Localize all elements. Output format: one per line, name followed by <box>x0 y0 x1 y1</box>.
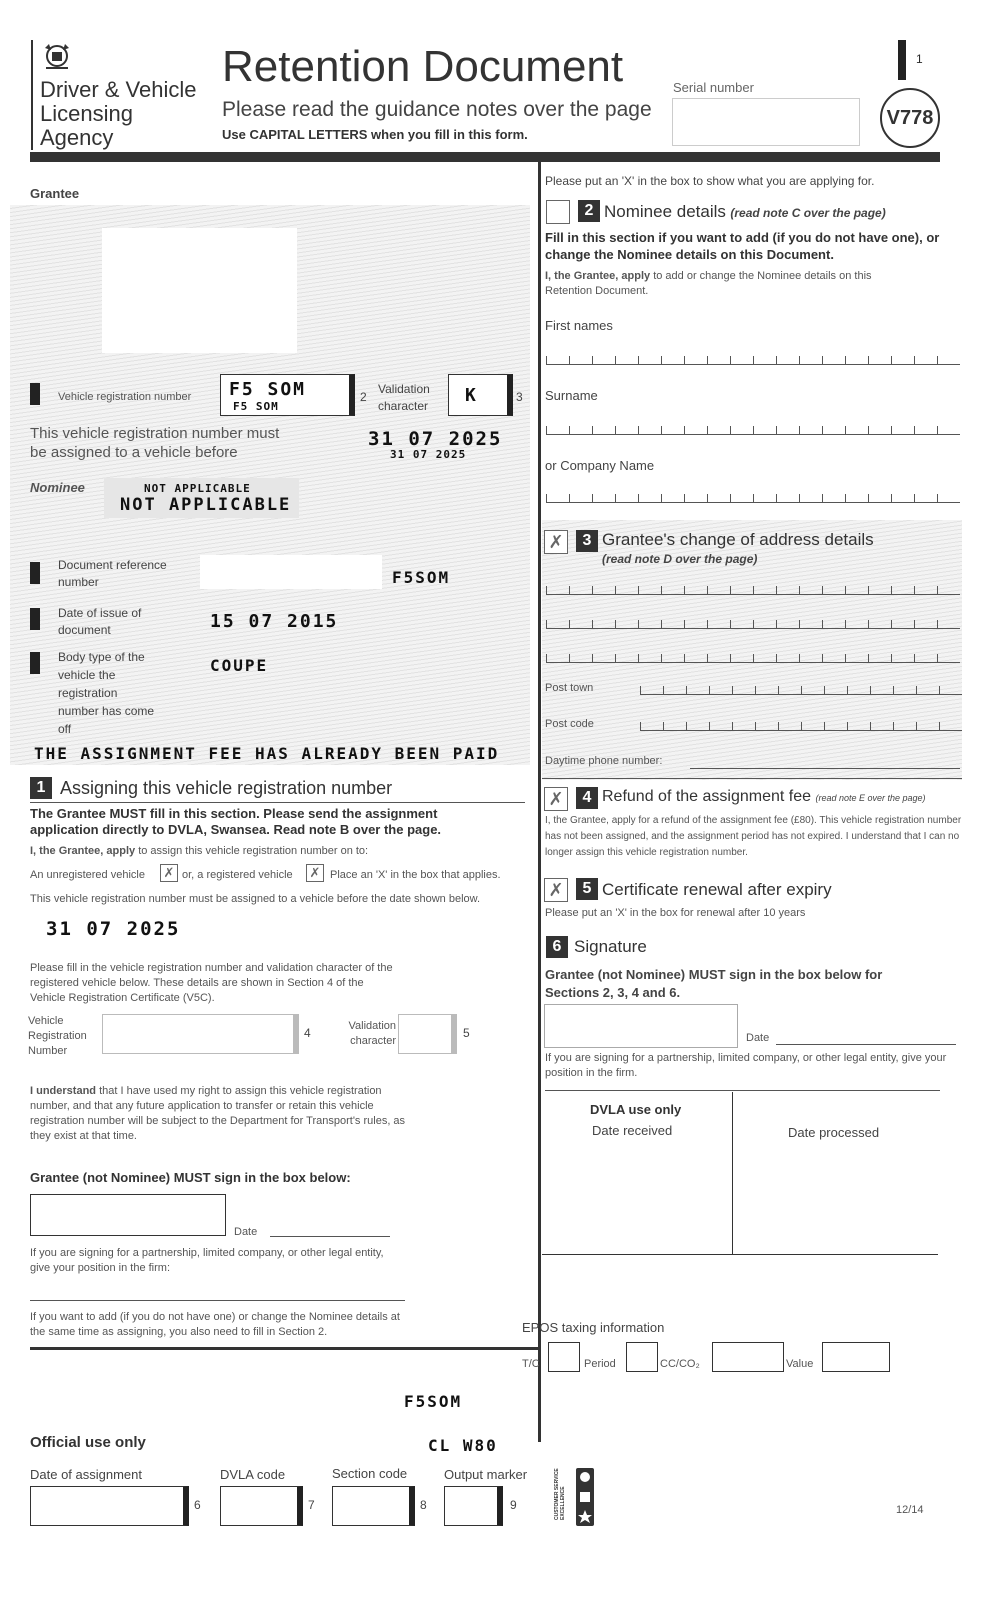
cc-co2-input[interactable] <box>712 1342 784 1372</box>
serial-label: Serial number <box>673 80 754 95</box>
box-number-2: 2 <box>360 390 367 404</box>
fee-paid-notice: THE ASSIGNMENT FEE HAS ALREADY BEEN PAID <box>34 744 500 763</box>
section-3-number: 3 <box>576 530 598 552</box>
tc-label: T/C <box>522 1358 540 1370</box>
vrn-value: F5 SOM <box>229 379 307 400</box>
company-name-input[interactable] <box>546 488 960 503</box>
section-5-desc: Please put an 'X' in the box for renewal after 10 years <box>545 907 806 919</box>
capital-letters-instruction: Use CAPITAL LETTERS when you fill in this form. <box>222 127 528 142</box>
header <box>0 0 996 170</box>
assign-before-text: This vehicle registration number must be assigned to a vehicle before <box>30 425 280 461</box>
section-2-note: (read note C over the page) <box>730 206 886 220</box>
date-of-assignment-input[interactable] <box>30 1486 189 1526</box>
registered-validation-label: Validation character <box>348 1020 396 1047</box>
post-town-input[interactable] <box>640 680 962 695</box>
section-6-desc: Grantee (not Nominee) MUST sign in the box below for Sections 2, 3, 4 and 6. <box>545 967 883 1000</box>
doc-ref-label: Document reference number <box>58 558 167 589</box>
doc-ref-value: F5SOM <box>392 568 451 587</box>
section-6-number: 6 <box>546 936 568 958</box>
agency-name <box>40 78 197 150</box>
agency-line-1: Driver & Vehicle <box>40 77 197 102</box>
subtitle: Please read the guidance notes over the page <box>222 98 652 121</box>
section-3-checkbox[interactable]: ✗ <box>544 530 568 554</box>
section-6-date-line[interactable] <box>776 1044 956 1045</box>
section-6-position-text: If you are signing for a partnership, limited company, or other legal entity, give your position in the firm. <box>545 1052 947 1079</box>
date-received-label: Date received <box>592 1123 673 1138</box>
registered-label: or, a registered vehicle <box>182 869 293 881</box>
value-label: Value <box>786 1358 814 1370</box>
understand-text <box>30 1084 410 1144</box>
section-2-apply-bold: I, the Grantee, apply <box>545 270 651 282</box>
post-code-label: Post code <box>545 718 594 730</box>
section-6-date-label: Date <box>746 1032 770 1044</box>
dvla-use-box <box>542 1092 938 1255</box>
section-4-title <box>602 788 926 806</box>
box-number-4: 4 <box>304 1026 311 1040</box>
company-name-label <box>545 458 654 473</box>
section-1-signature-box[interactable] <box>30 1194 226 1236</box>
fill-in-instruction: Please fill in the vehicle registration number and validation character of the registered vehicle below. These details are shown in Section 4 of the Vehicle Registration Certificate (V5C). <box>30 962 393 1004</box>
body-type-value: COUPE <box>210 656 269 675</box>
section-2-apply <box>545 269 915 299</box>
section-4-note: (read note E over the page) <box>815 793 926 803</box>
section-5-title: Certificate renewal after expiry <box>602 880 832 899</box>
value-input[interactable] <box>822 1342 890 1372</box>
assign-before-date: 31 07 2025 <box>368 428 503 450</box>
section-6-position-line[interactable] <box>545 1090 940 1091</box>
phone-label: Daytime phone number: <box>545 755 663 767</box>
section-1-date-label: Date <box>234 1226 258 1238</box>
registered-vrn-label: Vehicle Registration Number <box>28 1015 87 1057</box>
registered-checkbox[interactable]: ✗ <box>306 864 324 882</box>
header-rule <box>30 152 940 162</box>
bottom-reference: F5SOM <box>404 1392 463 1411</box>
section-1-date: 31 07 2025 <box>46 918 181 940</box>
section-2-title <box>604 202 886 222</box>
dvla-code-label: DVLA code <box>220 1467 286 1482</box>
grantee-label: Grantee <box>30 186 80 201</box>
output-marker-label: Output marker <box>444 1467 528 1482</box>
section-4-number: 4 <box>576 787 598 809</box>
section-1-position-text: If you are signing for a partnership, limited company, or other legal entity, give your position in the firm: <box>30 1247 384 1274</box>
phone-input[interactable] <box>690 768 960 769</box>
cse-text: CUSTOMER SERVICE EXCELLENCE <box>554 1468 566 1520</box>
section-4-checkbox[interactable]: ✗ <box>544 787 568 811</box>
nominee-box <box>104 478 299 518</box>
vrn-label: Vehicle registration number <box>58 391 192 403</box>
address-line-3-input[interactable] <box>546 648 960 663</box>
output-marker-input[interactable] <box>444 1486 503 1526</box>
section-1-title: Assigning this vehicle registration number <box>60 778 393 798</box>
form-code-badge: V778 <box>880 88 940 148</box>
date-of-assignment-label: Date of assignment <box>30 1467 143 1482</box>
section-1-apply <box>30 845 510 857</box>
post-town-label: Post town <box>545 682 594 694</box>
royal-crest-icon <box>40 42 74 72</box>
section-6-signature-box[interactable] <box>544 1004 738 1048</box>
place-x-instruction: Place an 'X' in the box that applies. <box>330 869 501 881</box>
section-1-position-line[interactable] <box>30 1300 405 1301</box>
surname-label: Surname <box>545 388 598 403</box>
or-word: or <box>545 458 557 473</box>
section-1-number: 1 <box>30 777 52 799</box>
company-name-text: Company Name <box>560 458 655 473</box>
period-label: Period <box>584 1358 616 1370</box>
nominee-value-small: NOT APPLICABLE <box>144 482 251 495</box>
unregistered-checkbox[interactable]: ✗ <box>160 864 178 882</box>
understand-bold: I understand <box>30 1085 97 1097</box>
epos-label: EPOS taxing information <box>522 1320 665 1335</box>
field-marker <box>30 383 40 405</box>
section-5-checkbox[interactable]: ✗ <box>544 878 568 902</box>
field-marker <box>30 562 40 584</box>
section-2-desc: Fill in this section if you want to add (if you do not have one), or change the Nominee details on this Document. <box>545 230 940 262</box>
validation-label: Validation character <box>378 382 430 413</box>
section-3-note: (read note D over the page) <box>602 552 758 566</box>
field-marker <box>30 652 40 674</box>
section-2-apply-rest: to add or change the Nominee details on this Retention Document. <box>545 270 872 297</box>
left-bottom-rule <box>30 1347 540 1350</box>
section-1-sign-heading: Grantee (not Nominee) MUST sign in the box below: <box>30 1170 351 1185</box>
doc-ref-box <box>200 555 382 589</box>
section-code-input[interactable] <box>332 1486 415 1526</box>
box-number-5: 5 <box>463 1026 470 1040</box>
address-window <box>102 228 297 353</box>
section-3-rule <box>542 778 962 779</box>
registered-vrn-input[interactable] <box>102 1014 299 1054</box>
validation-value: K <box>465 385 478 406</box>
box-number-6: 6 <box>194 1498 201 1512</box>
box-number-9: 9 <box>510 1498 517 1512</box>
section-3-title: Grantee's change of address details <box>602 530 874 549</box>
bottom-code: CL W80 <box>428 1436 498 1455</box>
section-5-number: 5 <box>576 878 598 900</box>
validation-box <box>448 374 513 416</box>
cc-co2-label: CC/CO₂ <box>660 1358 700 1370</box>
box-number-8: 8 <box>420 1498 427 1512</box>
section-1-intro: The Grantee MUST fill in this section. Please send the assignment application directly to DVLA, Swansea. Read note B over the page. <box>30 806 442 837</box>
registered-validation-input[interactable] <box>398 1014 457 1054</box>
add-nominee-text: If you want to add (if you do not have one) or change the Nominee details at the same time as assigning, you also need to fill in Section 2. <box>30 1311 400 1338</box>
nominee-value: NOT APPLICABLE <box>120 495 292 515</box>
section-6-title: Signature <box>574 937 647 956</box>
form-version: 12/14 <box>896 1504 924 1516</box>
section-4-title-text: Refund of the assignment fee <box>602 788 812 805</box>
issue-date-value: 15 07 2015 <box>210 611 339 632</box>
dvla-use-label: DVLA use only <box>590 1102 682 1117</box>
period-input[interactable] <box>626 1342 658 1372</box>
section-4-desc: I, the Grantee, apply for a refund of the assignment fee (£80). This vehicle registration number has not been assigned, and the assignment period has not expired. I understand that I can no longer assign this vehicle registration number. <box>545 815 962 858</box>
nominee-label: Nominee <box>30 480 85 495</box>
section-code-label: Section code <box>332 1466 408 1481</box>
apply-bold: I, the Grantee, apply <box>30 845 136 857</box>
tc-input[interactable] <box>548 1342 580 1372</box>
date-processed-label: Date processed <box>788 1125 880 1140</box>
box-number-7: 7 <box>308 1498 315 1512</box>
agency-line-3: Agency <box>40 125 114 150</box>
box-number-3: 3 <box>516 390 523 404</box>
surname-input[interactable] <box>546 420 960 435</box>
dvla-code-input[interactable] <box>220 1486 303 1526</box>
post-code-input[interactable] <box>640 716 962 731</box>
unregistered-label: An unregistered vehicle <box>30 869 145 881</box>
column-divider <box>538 162 541 1442</box>
body-type-label: Body type of the vehicle the registration number has come off <box>58 650 155 736</box>
official-use-label: Official use only <box>30 1434 146 1451</box>
section-2-checkbox[interactable] <box>546 200 570 224</box>
understand-rest: that I have used my right to assign this vehicle registration number, and that any future application to transfer or retain this vehicle registration number will be subject to the Department for Transport's rules, as they exist at that time. <box>30 1085 406 1142</box>
before-date-text: This vehicle registration number must be assigned to a vehicle before the date shown below. <box>30 893 481 905</box>
issue-date-label: Date of issue of document <box>58 606 142 637</box>
address-line-2-input[interactable] <box>546 614 960 629</box>
first-names-input[interactable] <box>546 350 960 365</box>
serial-number-field[interactable] <box>672 98 860 146</box>
assign-before-date-small: 31 07 2025 <box>390 448 467 461</box>
apply-rest: to assign this vehicle registration number on to: <box>138 845 369 857</box>
section-2-number: 2 <box>578 200 600 222</box>
first-names-label: First names <box>545 318 613 333</box>
crest-divider <box>31 40 33 150</box>
section-2-title-text: Nominee details <box>604 202 726 221</box>
page-title: Retention Document <box>222 42 624 91</box>
right-intro: Please put an 'X' in the box to show what you are applying for. <box>545 174 875 188</box>
address-line-1-input[interactable] <box>546 580 960 595</box>
page-number: 1 <box>916 52 923 66</box>
field-marker <box>30 608 40 630</box>
cse-logo <box>550 1468 602 1528</box>
section-1-rule <box>30 802 525 803</box>
page-marker <box>898 40 906 80</box>
vrn-box <box>220 374 355 416</box>
section-1-date-line[interactable] <box>270 1236 390 1237</box>
dvla-use-divider <box>732 1092 733 1254</box>
cse-emblem-icon <box>576 1468 594 1526</box>
vrn-value-small: F5 SOM <box>233 400 279 413</box>
agency-line-2: Licensing <box>40 101 133 126</box>
